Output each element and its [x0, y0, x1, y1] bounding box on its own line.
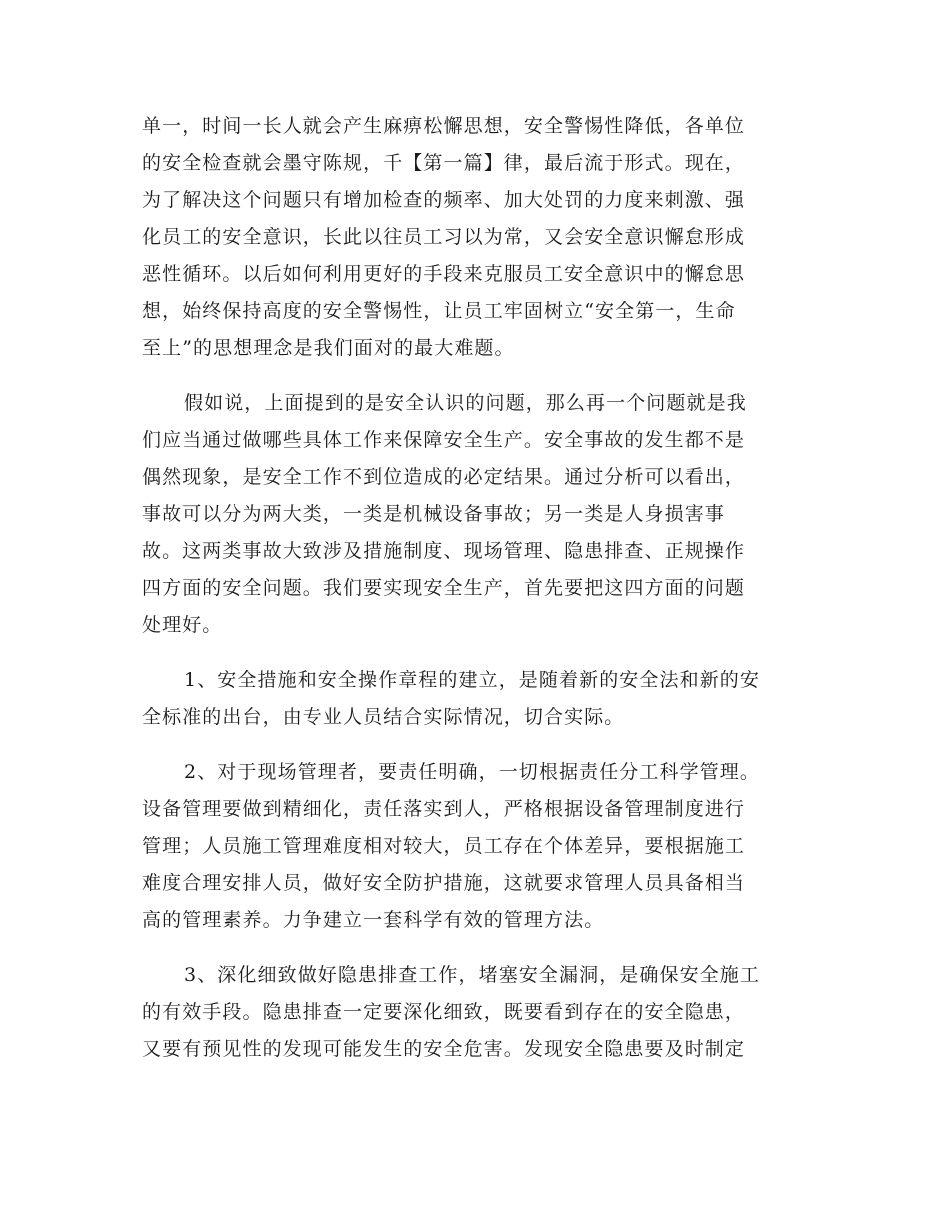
text-line: 2、对于现场管理者，要责任明确，一切根据责任分工科学管理。: [184, 761, 760, 783]
text-line: 难度合理安排人员，做好安全防护措施，这就要求管理人员具备相当: [142, 872, 746, 894]
paragraph-2: [142, 385, 806, 644]
text-line: 3、深化细致做好隐患排查工作，堵塞安全漏洞，是确保安全施工: [184, 964, 760, 986]
text-line: 化员工的安全意识，长此以往员工习以为常，又会安全意识懈怠形成: [142, 226, 746, 248]
paragraph-1: [142, 108, 806, 367]
text-line: 恶性循环。以后如何利用更好的手段来克服员工安全意识中的懈怠思: [142, 263, 746, 285]
text-line: 的安全检查就会墨守陈规，千【第一篇】律，最后流于形式。现在，: [142, 152, 746, 174]
text-line: 故。这两类事故大致涉及措施制度、现场管理、隐患排查、正规操作: [142, 540, 746, 562]
text-line: 单一，时间一长人就会产生麻痹松懈思想，安全警惕性降低，各单位: [142, 115, 746, 137]
paragraph-4: [142, 754, 806, 939]
text-line: 们应当通过做哪些具体工作来保障安全生产。安全事故的发生都不是: [142, 429, 746, 451]
text-line: 四方面的安全问题。我们要实现安全生产，首先要把这四方面的问题: [142, 577, 746, 599]
text-line: 全标准的出台，由专业人员结合实际情况，切合实际。: [142, 706, 625, 728]
text-line: 至上”的思想理念是我们面对的最大难题。: [142, 337, 515, 359]
text-line: 1、安全措施和安全操作章程的建立，是随着新的安全法和新的安: [184, 669, 760, 691]
text-line: 管理；人员施工管理难度相对较大，员工存在个体差异，要根据施工: [142, 835, 746, 857]
text-line: 偶然现象，是安全工作不到位造成的必定结果。通过分析可以看出，: [142, 466, 746, 488]
document-body: [142, 108, 806, 1068]
text-line: 设备管理要做到精细化，责任落实到人，严格根据设备管理制度进行: [142, 798, 746, 820]
text-line: 又要有预见性的发现可能发生的安全危害。发现安全隐患要及时制定: [142, 1038, 746, 1060]
paragraph-5: [142, 957, 806, 1068]
text-line: 的有效手段。隐患排查一定要深化细致，既要看到存在的安全隐患，: [142, 1001, 746, 1023]
text-line: 想，始终保持高度的安全警惕性，让员工牢固树立“安全第一，生命: [142, 300, 736, 322]
paragraph-3: [142, 662, 806, 736]
text-line: 事故可以分为两大类，一类是机械设备事故；另一类是人身损害事: [142, 503, 725, 525]
text-line: 为了解决这个问题只有增加检查的频率、加大处罚的力度来刺激、强: [142, 189, 746, 211]
text-line: 处理好。: [142, 614, 223, 636]
text-line: 假如说，上面提到的是安全认识的问题，那么再一个问题就是我: [184, 392, 747, 414]
text-line: 高的管理素养。力争建立一套科学有效的管理方法。: [142, 909, 605, 931]
